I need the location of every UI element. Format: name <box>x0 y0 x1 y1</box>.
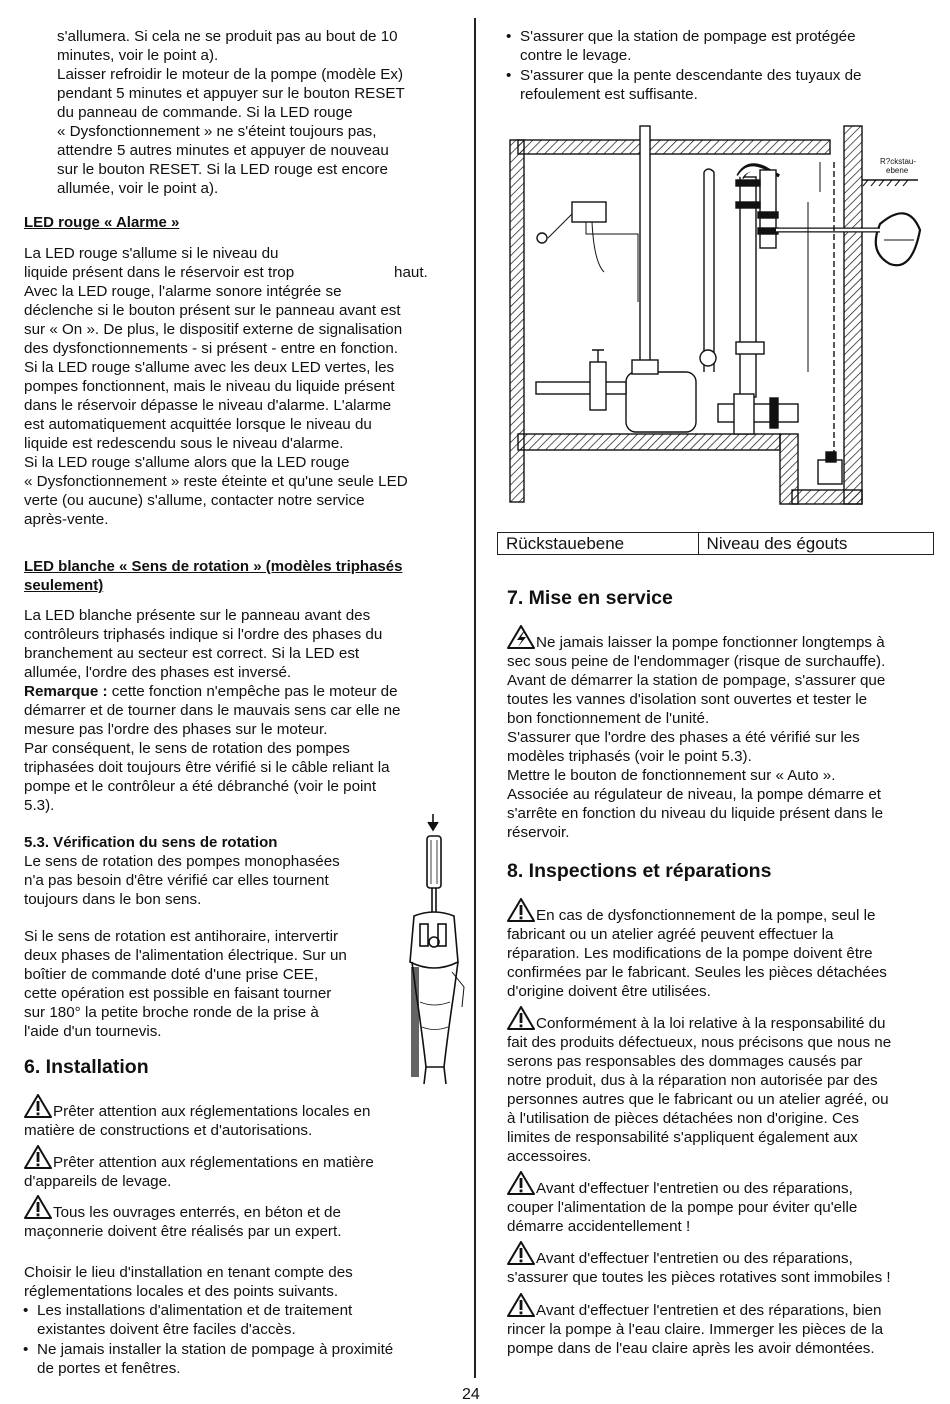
warning-icon <box>24 1195 52 1219</box>
warning-text: En cas de dysfonctionnement de la pompe, seul le fabricant ou un atelier agréé peuvent effectuer la réparation. Les modifications de la pompe doivent être confirmées par le fabricant. Seules les pièces détachées d'origine doivent être utilisées. <box>507 907 887 1000</box>
installation-diagram <box>508 122 928 512</box>
heading-5-3: 5.3. Vérification du sens de rotation <box>24 834 278 851</box>
heading-7-commissioning: 7. Mise en service <box>507 587 673 609</box>
warning-liability <box>507 1006 891 1166</box>
remark-text: cette fonction n'empêche pas le moteur de démarrer et de tourner dans le mauvais sens car elle ne mesure pas l'ordre des phases sur le moteur. Par conséquent, le sens de rotation des pompes triphasées doit toujours être vérifié si le câble reliant la pompe et le contrôleur a été débranché (voir le point 5.3). <box>24 683 401 814</box>
legend-cell-backwater: Rückstauebene <box>498 533 699 555</box>
alarm-paragraph-line2-end: haut. <box>394 264 428 281</box>
warning-icon <box>507 1171 535 1195</box>
warning-icon <box>507 1293 535 1317</box>
warning-text: Conformément à la loi relative à la responsabilité du fait des produits défectueux, nous précisons que nous ne serons pas responsables des dommages causés par notre produit, dus à la réparation non autorisée par des personnes autres que le fabricant ou un atelier agréé, ou à l'utilisation de pièces détachées non d'origine. Ces limites de responsabilité s'appliquent également aux accessoires. <box>507 1015 892 1165</box>
continued-paragraph: s'allumera. Si cela ne se produit pas au bout de 10 minutes, voir le point a). Laisser refroidir le moteur de la pompe (modèle Ex) pendant 5 minutes et appuyer sur le bouton RESET du panneau de commande. Si la LED rouge « Dysfonctionnement » ne s'éteint toujours pas, attendre 5 autres minutes et appuyer de nouveau sur le bouton RESET. Si la LED rouge est encore allumée, voir le point a). <box>57 28 405 197</box>
warning-expert-work <box>24 1195 341 1241</box>
heading-led-white-rotation: LED blanche « Sens de rotation » (modèles triphasés seulement) <box>24 558 403 594</box>
warning-disconnect-power <box>507 1171 857 1236</box>
commissioning-paragraph <box>507 625 885 842</box>
warning-text: Avant d'effectuer l'entretien ou des réparations, couper l'alimentation de la pompe pour éviter qu'elle démarre accidentellement ! <box>507 1180 858 1235</box>
warning-text: Prêter attention aux réglementations en matière d'appareils de levage. <box>24 1154 374 1190</box>
column-divider <box>474 18 476 1378</box>
warning-text: Tous les ouvrages enterrés, en béton et de maçonnerie doivent être réalisés par un expert. <box>24 1204 342 1240</box>
bullet-lifting-protection: • S'assurer que la station de pompage est protégée contre le levage. <box>506 27 856 65</box>
warning-icon <box>507 1241 535 1265</box>
bullet-pipe-slope: • S'assurer que la pente descendante des tuyaux de refoulement est suffisante. <box>506 66 861 104</box>
warning-rotating-parts <box>507 1241 891 1287</box>
rotation-paragraph-1: Le sens de rotation des pompes monophasées n'a pas besoin d'être vérifié car elles tournent toujours dans le bon sens. <box>24 853 340 908</box>
installation-location-paragraph: Choisir le lieu d'installation en tenant compte des réglementations locales et des points suivants. <box>24 1264 353 1300</box>
heading-led-red-alarm: LED rouge « Alarme » <box>24 214 180 231</box>
legend-cell-sewer: Niveau des égouts <box>698 533 933 555</box>
cee-plug-illustration <box>398 812 470 1087</box>
alarm-paragraph-line1: La LED rouge s'allume si le niveau du <box>24 245 279 262</box>
white-led-paragraph: La LED blanche présente sur le panneau avant des contrôleurs triphasés indique si l'ordre des phases du branchement au secteur est correct. Si la LED est allumée, l'ordre des phases est inversé. <box>24 607 383 681</box>
warning-lifting-devices <box>24 1145 374 1191</box>
bullet-doors-windows: • Ne jamais installer la station de pompage à proximité de portes et fenêtres. <box>23 1340 393 1378</box>
remark-label: Remarque : <box>24 683 108 700</box>
alarm-paragraph: Avec la LED rouge, l'alarme sonore intégrée se déclenche si le bouton présent sur le panneau avant est sur « On ». De plus, le dispositif externe de signalisation des dysfonctionnements - si présent - entre en fonction. Si la LED rouge s'allume avec les deux LED vertes, les pompes fonctionnent, mais le niveau du liquide présent dans le réservoir dépasse le niveau d'alarme. L'alarme est automatiquement acquittée lorsque le niveau du liquide est redescendu sous le niveau d'alarme. Si la LED rouge s'allume alors que la LED rouge « Dysfonctionnement » reste éteinte et qu'une seule LED verte (ou aucune) s'allume, contacter notre service après-vente. <box>24 283 408 528</box>
alarm-paragraph-line2: liquide présent dans le réservoir est trop <box>24 264 295 281</box>
warning-text: Avant d'effectuer l'entretien ou des réparations, s'assurer que toutes les pièces rotatives sont immobiles ! <box>507 1250 891 1286</box>
warning-text: Avant d'effectuer l'entretien et des réparations, bien rincer la pompe à l'eau claire. Immerger les pièces de la pompe dans de l'eau claire après les avoir démontées. <box>507 1302 884 1357</box>
diagram-legend-table <box>497 532 934 555</box>
warning-icon <box>24 1094 52 1118</box>
warning-icon <box>507 898 535 922</box>
page-number: 24 <box>462 1386 480 1403</box>
heading-6-installation: 6. Installation <box>24 1056 149 1078</box>
warning-local-regulations <box>24 1094 370 1140</box>
warning-authorized-repair <box>507 898 887 1001</box>
backwater-level-label-line2: ebene <box>886 166 909 175</box>
backwater-level-label-line1: R?ckstau- <box>880 157 917 166</box>
warning-rinse-pump <box>507 1293 883 1358</box>
warning-text: Prêter attention aux réglementations locales en matière de constructions et d'autorisations. <box>24 1103 371 1139</box>
electrical-hazard-icon <box>507 625 535 649</box>
remark-paragraph <box>24 682 401 815</box>
commissioning-text: Ne jamais laisser la pompe fonctionner longtemps à sec sous peine de l'endommager (risque de surchauffe). Avant de démarrer la station de pompage, s'assurer que toutes les vannes d'isolation sont ouvertes et tester le bon fonctionnement de l'unité. S'assurer que l'ordre des phases a été vérifié sur les modèles triphasés (voir le point 5.3). Mettre le bouton de fonctionnement sur « Auto ». Associée au régulateur de niveau, la pompe démarre et s'arrête en fonction du niveau du liquide présent dans le réservoir. <box>507 634 886 841</box>
warning-icon <box>24 1145 52 1169</box>
heading-8-inspections: 8. Inspections et réparations <box>507 860 772 882</box>
svg-text:R?ckstau- ebene <box>880 157 918 175</box>
warning-icon <box>507 1006 535 1030</box>
rotation-paragraph-2: Si le sens de rotation est antihoraire, intervertir deux phases de l'alimentation électrique. Sur un boîtier de commande doté d'une prise CEE, cette opération est possible en faisant tourner sur 180° la petite broche ronde de la prise à l'aide d'un tournevis. <box>24 928 347 1040</box>
bullet-access: • Les installations d'alimentation et de traitement existantes doivent être faciles d'accès. <box>23 1301 352 1339</box>
